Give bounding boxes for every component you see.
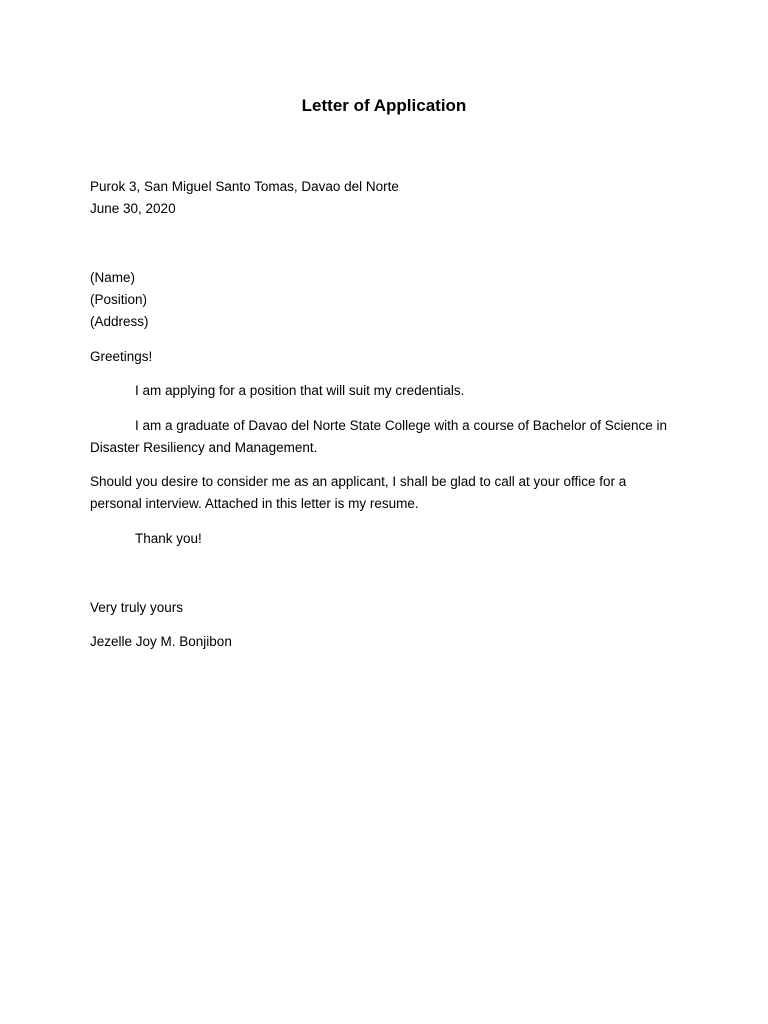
letter-date: June 30, 2020 — [90, 201, 176, 216]
sender-address: Purok 3, San Miguel Santo Tomas, Davao del Norte — [90, 179, 399, 194]
recipient-address: (Address) — [90, 314, 149, 329]
paragraph-2-line-1: I am a graduate of Davao del Norte State College with a course of Bachelor of Science in — [135, 418, 668, 433]
paragraph-3-line-2: personal interview. Attached in this letter is my resume. — [90, 496, 419, 511]
letter-title: Letter of Application — [301, 96, 467, 115]
recipient-position: (Position) — [90, 292, 148, 307]
paragraph-1: I am applying for a position that will suit my credentials. — [135, 383, 465, 398]
greeting: Greetings! — [90, 349, 153, 364]
paragraph-3-line-1: Should you desire to consider me as an applicant, I shall be glad to call at your office for a — [90, 474, 627, 489]
paragraph-2-line-2: Disaster Resiliency and Management. — [90, 440, 318, 455]
closing: Very truly yours — [90, 600, 184, 615]
recipient-name: (Name) — [90, 270, 136, 285]
thanks-line: Thank you! — [135, 531, 202, 546]
signature-name: Jezelle Joy M. Bonjibon — [90, 634, 232, 649]
